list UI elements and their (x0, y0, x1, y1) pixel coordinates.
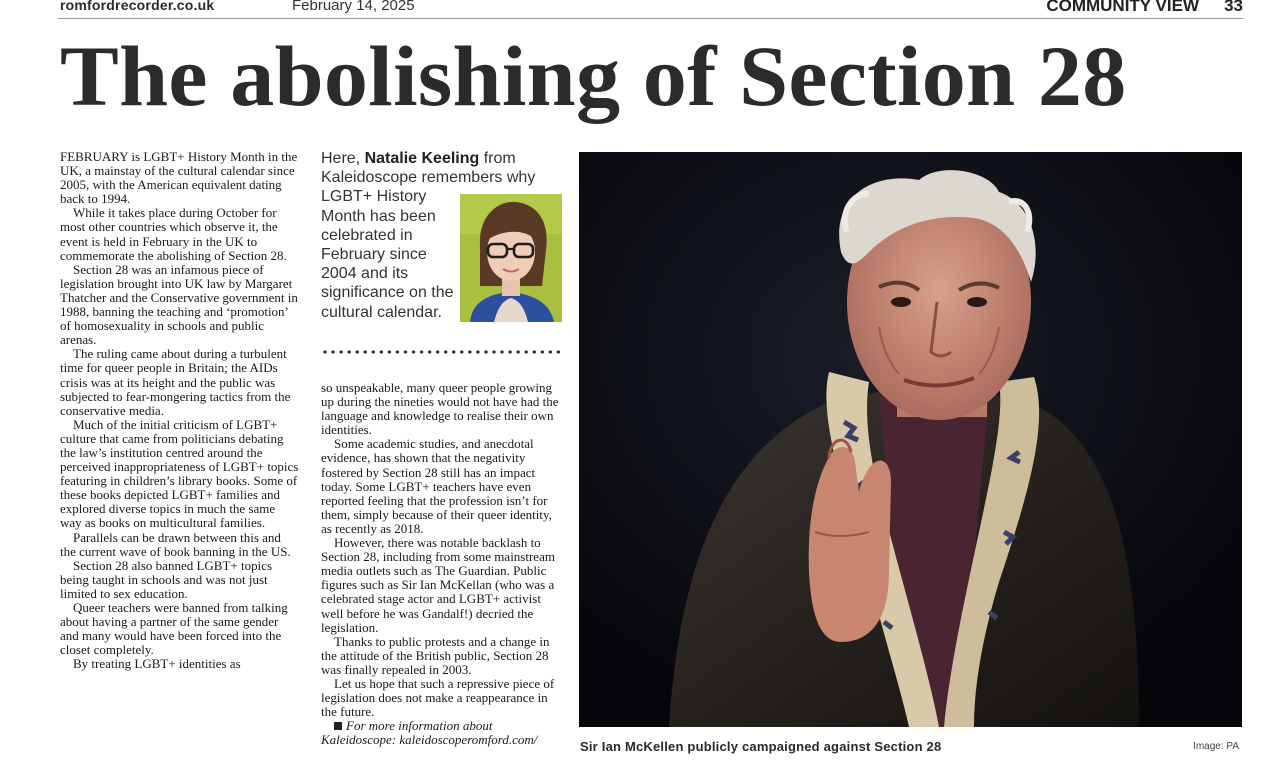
masthead (58, 0, 1243, 19)
paragraph: Let us hope that such a repressive piece of legislation does not make a reappearance in the future. (321, 675, 555, 720)
standfirst-body: LGBT+ History Month has been celebrated in February since 2004 and its significance on the cultural calendar. (321, 188, 454, 321)
paragraph: Some academic studies, and anecdotal evidence, has shown that the negativity fostered by Section 28 still has an impact today. Some LGBT+ teachers have even reported feeling that the profession isn’t for them, simply because of their queer identity, as recently as 2018. (321, 436, 552, 536)
paragraph: so unspeakable, many queer people growing up during the nineties would not have had the language and knowledge to realise their own identities. (321, 380, 559, 438)
standfirst-intro: Here, (321, 150, 361, 167)
paragraph: Section 28 was an infamous piece of legislation brought into UK law by Margaret Thatcher and the Conservative government in 1988, banning the teaching and ‘promotion’ of homosexuality in schools and public arenas. (60, 261, 298, 348)
dotted-divider (321, 349, 563, 355)
site-url[interactable]: romfordrecorder.co.uk (60, 0, 215, 13)
author-portrait (460, 194, 562, 322)
section-title: COMMUNITY VIEW (1046, 0, 1199, 15)
paragraph: Section 28 also banned LGBT+ topics being taught in schools and was not just limited to sex education. (60, 557, 273, 601)
paragraph: Queer teachers were banned from talking about having a partner of the same gender and many would have been forced into the closet completely. (60, 600, 288, 658)
page-number: 33 (1224, 0, 1243, 15)
main-photo (579, 152, 1242, 727)
paragraph: However, there was notable backlash to Section 28, including from some mainstream media outlets such as The Guardian. Public figures such as Sir Ian McKellan (who was a celebrated stage actor and LGBT+ activist well before he was Gandalf!) decried the legislation. (321, 535, 555, 635)
bullet-square-icon (334, 722, 342, 730)
more-info (321, 719, 562, 747)
author-name: Natalie Keeling (364, 150, 480, 167)
headline: The abolishing of Section 28 (60, 28, 1127, 124)
standfirst-line1: from Kaleidoscope remembers why (321, 150, 536, 187)
paragraph: By treating LGBT+ identities as (73, 656, 241, 672)
standfirst-top (321, 149, 563, 187)
issue-date: February 14, 2025 (292, 0, 415, 14)
photo-caption: Sir Ian McKellen publicly campaigned against Section 28 (580, 739, 942, 754)
paragraph: Parallels can be drawn between this and the current wave of book banning in the US. (60, 529, 291, 559)
more-info-text[interactable]: For more information about Kaleidoscope: kaleidoscoperomford.com/ (321, 718, 538, 748)
article-column-1 (60, 150, 300, 671)
paragraph: The ruling came about during a turbulent time for queer people in Britain; the AIDs crisis was at its height and the public was subjected to fear-mongering tactics from the conservative media. (60, 346, 291, 418)
paragraph: FEBRUARY is LGBT+ History Month in the UK, a mainstay of the cultural calendar since 2005, with the American equivalent dating back to 1994. (60, 149, 298, 207)
photo-credit: Image: PA (1193, 741, 1239, 752)
paragraph: Much of the initial criticism of LGBT+ culture that came from politicians debating the law’s institution centred around the perceived inappropriateness of LGBT+ topics featuring in children’s library books. Some of these books depicted LGBT+ families and explored diverse topics in much the same way as books on multicultural families. (60, 416, 299, 531)
paragraph: While it takes place during October for most other countries which observe it, the event is held in February in the UK to commemorate the abolishing of Section 28. (60, 205, 287, 263)
article-column-2 (321, 381, 562, 747)
paragraph: Thanks to public protests and a change in the attitude of the British public, Section 28 was finally repealed in 2003. (321, 633, 550, 677)
